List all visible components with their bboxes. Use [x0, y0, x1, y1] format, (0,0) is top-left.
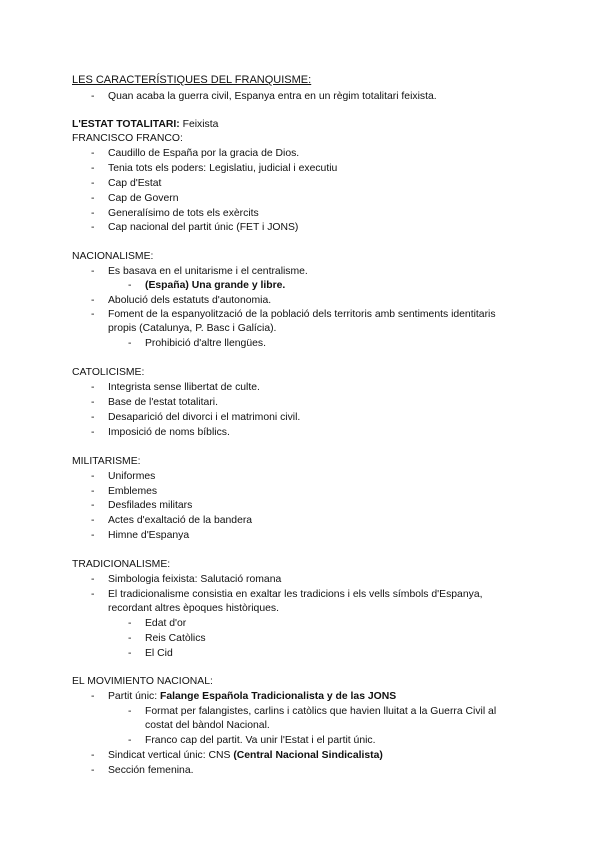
- bullet-dash: -: [91, 295, 95, 306]
- bullet-dash: -: [91, 530, 95, 541]
- bullet-dash: -: [91, 178, 95, 189]
- bullet-dash: -: [91, 193, 95, 204]
- bullet-dash: -: [91, 309, 95, 320]
- bullet-dash: -: [128, 338, 132, 349]
- bullet-dash: -: [91, 515, 95, 526]
- estat-value: Feixista: [179, 119, 219, 130]
- list-item: Cap de Govern: [108, 193, 179, 204]
- list-item: Desfilades militars: [108, 500, 193, 511]
- bullet-dash: -: [128, 280, 132, 291]
- list-item: Uniformes: [108, 471, 156, 482]
- list-subitem: Franco cap del partit. Va unir l'Estat i el partit únic.: [145, 735, 376, 746]
- bullet-dash: -: [91, 382, 95, 393]
- catolicisme-heading: CATOLICISME:: [72, 367, 145, 378]
- movimiento-heading: EL MOVIMIENTO NACIONAL:: [72, 676, 213, 687]
- intro-text: Quan acaba la guerra civil, Espanya entra en un règim totalitari feixista.: [108, 91, 437, 102]
- list-item: Emblemes: [108, 486, 158, 497]
- bullet-dash: -: [128, 618, 132, 629]
- bullet-dash: -: [91, 148, 95, 159]
- list-item: Sección femenina.: [108, 765, 194, 776]
- list-subitem-continuation: costat del bàndol Nacional.: [145, 720, 270, 731]
- list-item-continuation: recordant altres èpoques històriques.: [108, 603, 279, 614]
- list-item: Imposició de noms bíblics.: [108, 427, 230, 438]
- list-subitem: Format per falangistes, carlins i catòlics que havien lluitat a la Guerra Civil al: [145, 706, 497, 717]
- bullet-dash: -: [91, 500, 95, 511]
- list-item: Himne d'Espanya: [108, 530, 190, 541]
- list-item: Tenia tots els poders: Legislatiu, judicial i executiu: [108, 163, 338, 174]
- partit-label: Partit únic:: [108, 691, 160, 702]
- bullet-dash: -: [91, 589, 95, 600]
- list-item: Integrista sense llibertat de culte.: [108, 382, 260, 393]
- list-item: [108, 749, 383, 762]
- bullet-dash: -: [128, 648, 132, 659]
- bullet-dash: -: [91, 91, 95, 102]
- sindicat-label: Sindicat vertical únic: CNS: [108, 750, 234, 761]
- estat-label: L'ESTAT TOTALITARI:: [72, 119, 180, 130]
- list-item: Caudillo de España por la gracia de Dios.: [108, 148, 300, 159]
- list-item: [108, 690, 396, 703]
- bullet-dash: -: [91, 486, 95, 497]
- bullet-dash: -: [91, 397, 95, 408]
- list-item: Base de l'estat totalitari.: [108, 397, 218, 408]
- list-subitem: Reis Catòlics: [145, 633, 206, 644]
- list-item: El tradicionalisme consistia en exaltar les tradicions i els vells símbols d'Espanya,: [108, 589, 483, 600]
- bullet-dash: -: [91, 765, 95, 776]
- bullet-dash: -: [91, 427, 95, 438]
- list-item: Foment de la espanyolització de la població dels territoris amb sentiments identitaris: [108, 309, 496, 320]
- tradicionalisme-heading: TRADICIONALISME:: [72, 559, 171, 570]
- bullet-dash: -: [91, 750, 95, 761]
- list-item: Abolució dels estatuts d'autonomia.: [108, 295, 272, 306]
- bullet-dash: -: [91, 208, 95, 219]
- bullet-dash: -: [128, 706, 132, 717]
- list-item: Desaparició del divorci i el matrimoni civil.: [108, 412, 301, 423]
- bullet-dash: -: [128, 633, 132, 644]
- militarisme-heading: MILITARISME:: [72, 456, 141, 467]
- list-subitem: Edat d'or: [145, 618, 187, 629]
- list-item: Cap nacional del partit únic (FET i JONS): [108, 222, 299, 233]
- bullet-dash: -: [91, 266, 95, 277]
- bullet-dash: -: [91, 574, 95, 585]
- list-subitem: Prohibició d'altre llengües.: [145, 338, 266, 349]
- list-item: Actes d'exaltació de la bandera: [108, 515, 253, 526]
- list-item: Generalísimo de tots els exèrcits: [108, 208, 259, 219]
- list-subitem: El Cid: [145, 648, 173, 659]
- franco-heading: FRANCISCO FRANCO:: [72, 133, 183, 144]
- list-item: Es basava en el unitarisme i el centralisme.: [108, 266, 308, 277]
- bullet-dash: -: [91, 471, 95, 482]
- bullet-dash: -: [91, 412, 95, 423]
- bullet-dash: -: [91, 222, 95, 233]
- bullet-dash: -: [128, 735, 132, 746]
- bullet-dash: -: [91, 163, 95, 174]
- list-subitem: (España) Una grande y libre.: [145, 280, 286, 291]
- list-item-continuation: propis (Catalunya, P. Basc i Galícia).: [108, 323, 277, 334]
- sindicat-value: (Central Nacional Sindicalista): [233, 750, 383, 761]
- list-item: Cap d'Estat: [108, 178, 162, 189]
- partit-value: Falange Española Tradicionalista y de las JONS: [159, 691, 397, 702]
- list-item: Simbologia feixista: Salutació romana: [108, 574, 282, 585]
- bullet-dash: -: [91, 691, 95, 702]
- estat-heading: [72, 118, 218, 131]
- nacionalisme-heading: NACIONALISME:: [72, 251, 154, 262]
- page-title: LES CARACTERÍSTIQUES DEL FRANQUISME:: [72, 74, 312, 86]
